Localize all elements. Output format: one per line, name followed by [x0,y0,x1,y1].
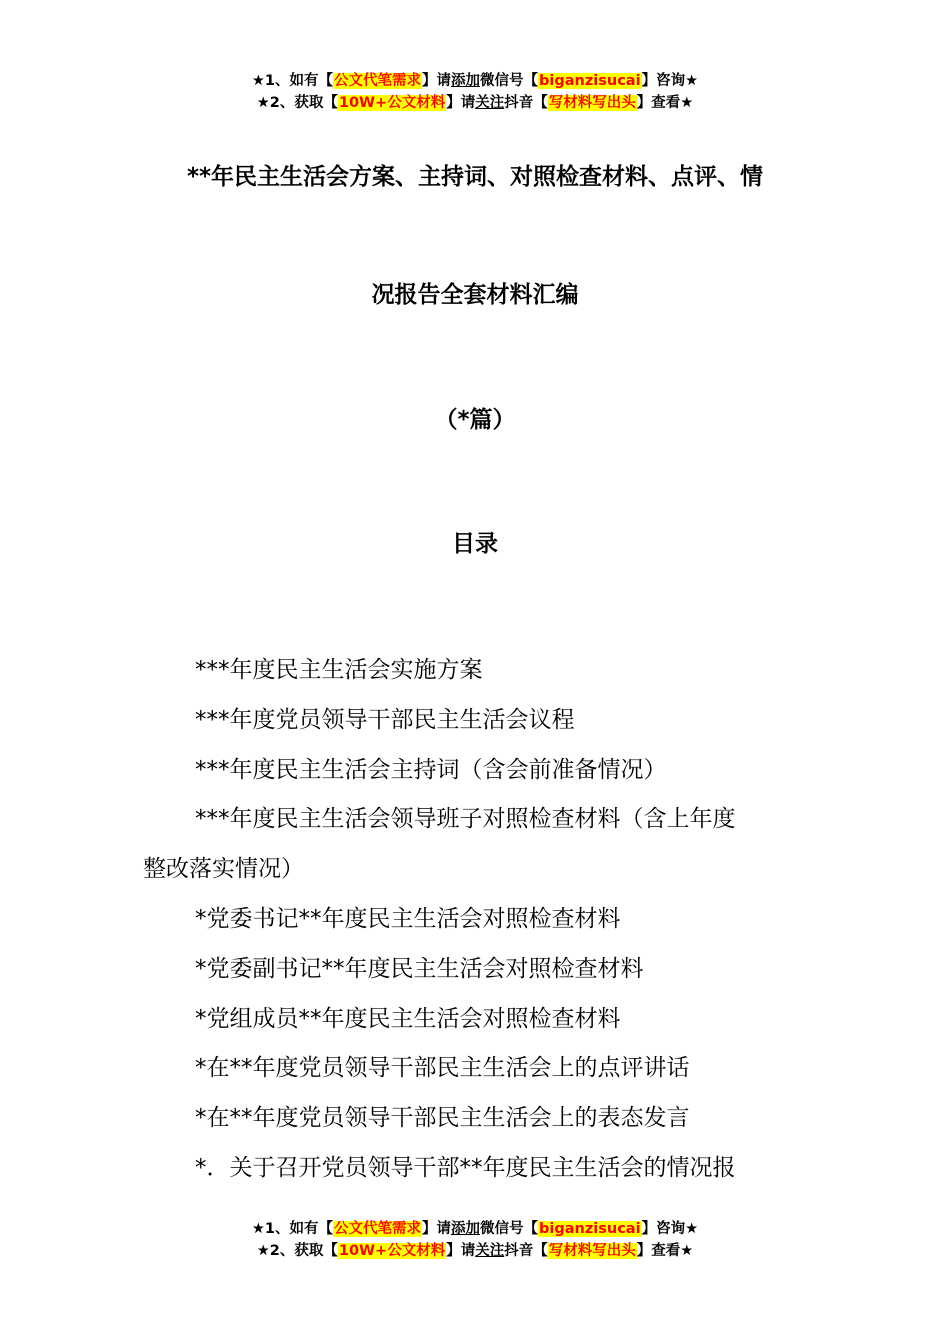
toc-item: *．关于召开党员领导干部**年度民主生活会的情况报 [195,1154,736,1181]
promo-wechat-id: biganzisucai [539,1221,641,1237]
promo-underline: 关注 [475,1243,505,1259]
toc-item: *党委书记**年度民主生活会对照检查材料 [195,905,621,932]
promo-text: 微信号【 [480,73,539,89]
promo-text: 抖音【 [504,1243,548,1259]
promo-text: 】请 [446,1243,476,1259]
document-title-line-2: 况报告全套材料汇编 [371,282,579,308]
document-title-line-1: **年民主生活会方案、主持词、对照检查材料、点评、情 [186,164,764,190]
promo-line-1 [0,1218,950,1240]
toc-item: ***年度民主生活会主持词（含会前准备情况） [195,756,667,783]
promo-banner-top [0,70,950,114]
promo-highlight: 10W+公文材料 [338,1243,446,1259]
promo-line-2 [0,92,950,114]
promo-text: ★2、获取【 [256,95,338,111]
promo-text: 】咨询★ [641,1221,699,1237]
promo-line-2 [0,1240,950,1262]
toc-item: *党组成员**年度民主生活会对照检查材料 [195,1005,621,1032]
table-of-contents [143,646,823,1194]
toc-item: ***年度民主生活会实施方案 [195,657,483,683]
promo-text: ★1、如有【 [251,73,334,89]
promo-wechat-id: biganzisucai [539,73,641,89]
promo-banner-bottom [0,1218,950,1262]
promo-text: 】请 [422,73,452,89]
promo-underline: 添加 [451,73,481,89]
promo-text: ★2、获取【 [256,1243,338,1259]
promo-text: 】查看★ [636,1243,694,1259]
toc-item: ***年度党员领导干部民主生活会议程 [195,706,575,733]
promo-text: 】咨询★ [641,73,699,89]
promo-text: 微信号【 [480,1221,539,1237]
toc-item: *在**年度党员领导干部民主生活会上的表态发言 [195,1105,690,1132]
promo-douyin-id: 写材料写出头 [548,95,636,111]
toc-heading: 目录 [452,531,498,557]
toc-item: ***年度民主生活会领导班子对照检查材料（含上年度 [195,806,736,833]
promo-text: 】请 [422,1221,452,1237]
promo-underline: 关注 [475,95,505,111]
promo-line-1 [0,70,950,92]
promo-underline: 添加 [451,1221,481,1237]
toc-item-continuation: 整改落实情况） [143,856,304,883]
promo-text: ★1、如有【 [251,1221,334,1237]
promo-text: 抖音【 [504,95,548,111]
toc-item: *党委副书记**年度民主生活会对照检查材料 [195,955,644,982]
document-count: （*篇） [434,407,516,433]
promo-highlight: 公文代笔需求 [334,1221,422,1237]
promo-highlight: 10W+公文材料 [338,95,446,111]
promo-highlight: 公文代笔需求 [334,73,422,89]
promo-text: 】请 [446,95,476,111]
toc-item: *在**年度党员领导干部民主生活会上的点评讲话 [195,1055,690,1082]
promo-douyin-id: 写材料写出头 [548,1243,636,1259]
promo-text: 】查看★ [636,95,694,111]
